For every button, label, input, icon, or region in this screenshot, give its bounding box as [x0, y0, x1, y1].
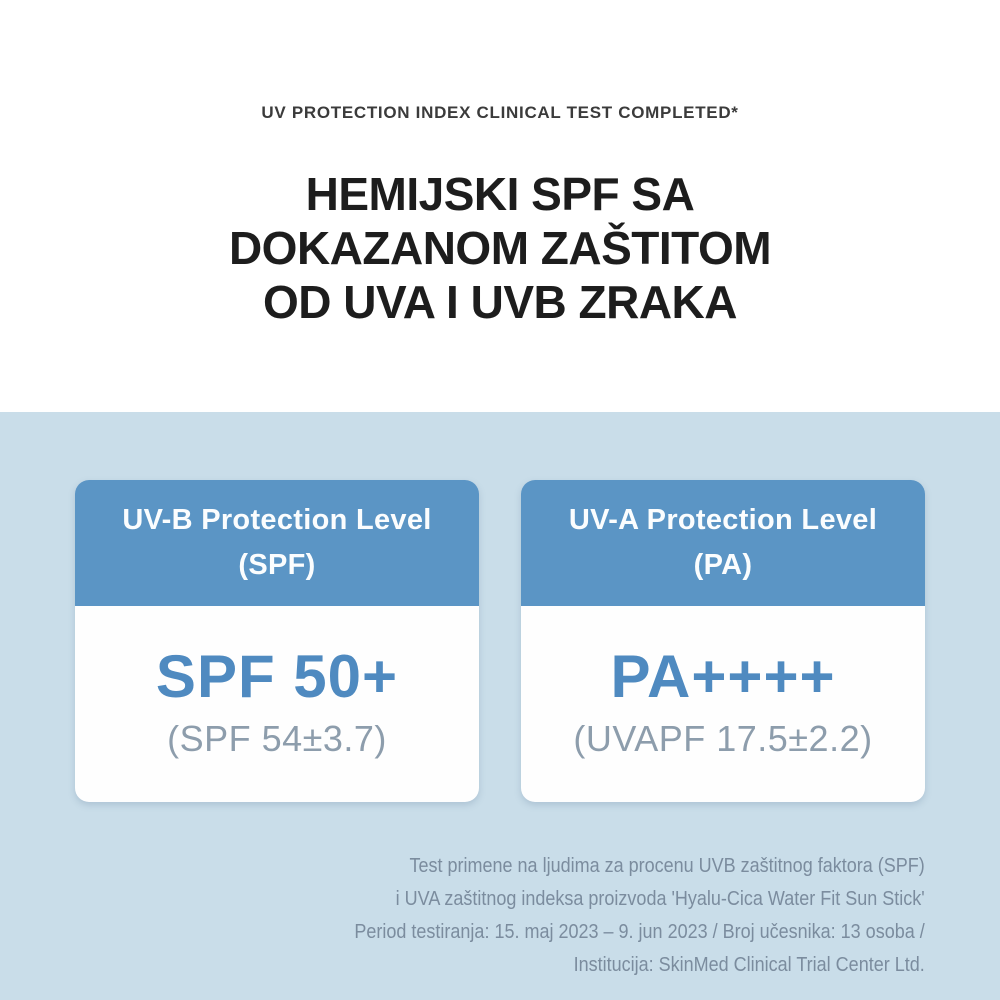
uvb-card-header-line-1: UV-B Protection Level	[122, 504, 432, 536]
spf-value: SPF 50+	[155, 643, 399, 710]
uvb-card-header	[75, 480, 479, 606]
uva-protection-card	[521, 480, 925, 802]
spf-measured-detail: (SPF 54±3.7)	[167, 718, 387, 759]
pa-value: PA++++	[610, 643, 836, 710]
intro-section	[0, 0, 1000, 412]
footnote-line-4: Institucija: SkinMed Clinical Trial Center Ltd.	[573, 954, 925, 976]
heading-line-3: OD UVA I UVB ZRAKA	[263, 276, 737, 328]
uvb-card-header-line-2: (SPF)	[238, 549, 316, 581]
main-heading	[0, 167, 1000, 329]
uva-card-header-line-1: UV-A Protection Level	[568, 504, 878, 536]
uvb-protection-card	[75, 480, 479, 802]
footnote-line-3: Period testiranja: 15. maj 2023 – 9. jun 2023 / Broj učesnika: 13 osoba /	[354, 921, 925, 943]
heading-line-2: DOKAZANOM ZAŠTITOM	[228, 222, 772, 274]
clinical-test-eyebrow: UV PROTECTION INDEX CLINICAL TEST COMPLETED*	[261, 103, 739, 122]
footnote-line-2: i UVA zaštitnog indeksa proizvoda 'Hyalu-Cica Water Fit Sun Stick'	[395, 888, 925, 910]
uvapf-measured-detail: (UVAPF 17.5±2.2)	[573, 718, 873, 759]
results-section	[0, 412, 1000, 1000]
uva-card-header	[521, 480, 925, 606]
heading-line-1: HEMIJSKI SPF SA	[305, 168, 695, 220]
uva-card-header-line-2: (PA)	[693, 549, 753, 581]
uvb-card-body	[75, 606, 479, 802]
footnote-line-1: Test primene na ljudima za procenu UVB zaštitnog faktora (SPF)	[409, 855, 925, 877]
uva-card-body	[521, 606, 925, 802]
protection-cards-row	[75, 480, 925, 802]
test-details-footnote	[355, 850, 925, 982]
